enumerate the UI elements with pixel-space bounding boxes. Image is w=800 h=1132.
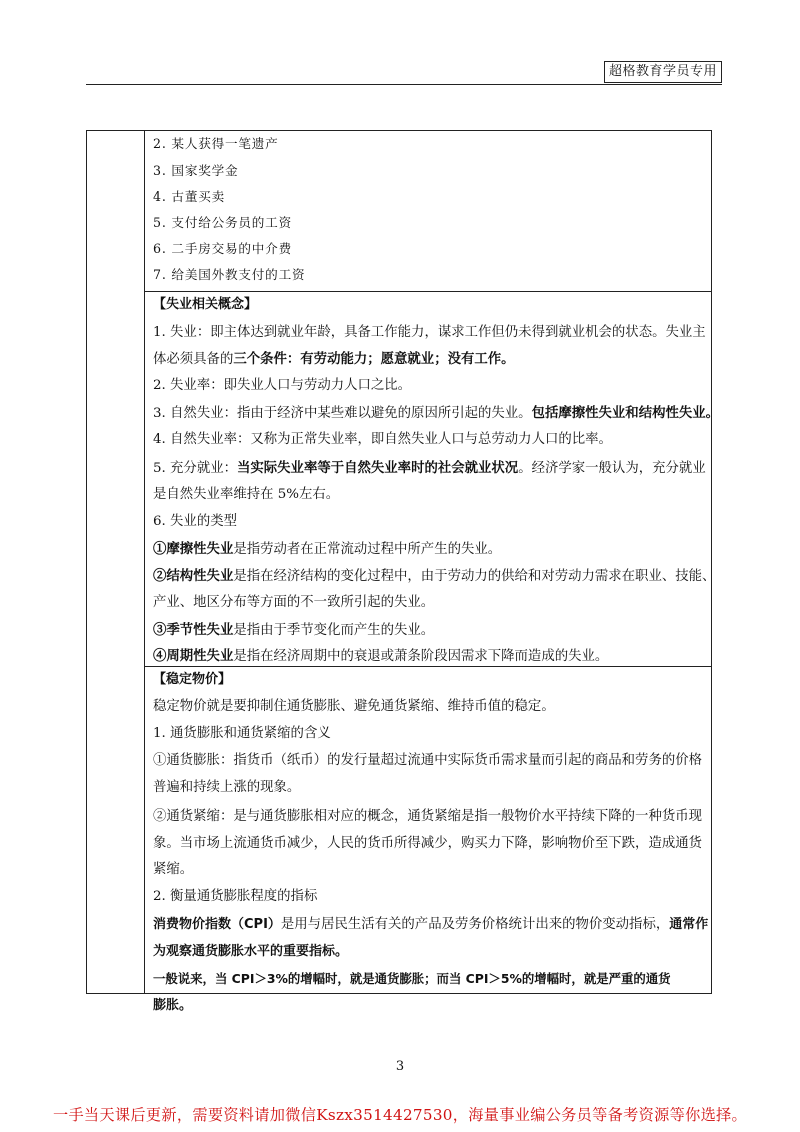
left-column bbox=[87, 131, 145, 993]
bold-span: ①摩擦性失业 bbox=[153, 541, 234, 557]
text-span: 是指在经济周期中的衰退或萧条阶段因需求下降而造成的失业。 bbox=[233, 649, 609, 664]
paragraph-line: 象。当市场上流通货币减少，人民的货币所得减少，购买力下降，影响物价至下跌，造成通货 bbox=[153, 836, 703, 851]
paragraph-line: 一般说来，当 CPI＞3%的增幅时，就是通货膨胀；而当 CPI＞5%的增幅时，就是严重的通货 bbox=[153, 971, 671, 986]
list-item: 2. 某人获得一笔遗产 bbox=[153, 136, 279, 151]
examples-section bbox=[145, 131, 711, 292]
text-span: 5. 充分就业： bbox=[153, 461, 237, 476]
text-span: 是指由于季节变化而产生的失业。 bbox=[233, 623, 435, 638]
paragraph-line: 1. 失业：即主体达到就业年龄，具备工作能力，谋求工作但仍未得到就业机会的状态。失业主 bbox=[153, 325, 706, 340]
text-span: 。经济学家一般认为，充分就业 bbox=[518, 461, 706, 476]
paragraph-line: 6. 失业的类型 bbox=[153, 514, 237, 529]
list-item: 5. 支付给公务员的工资 bbox=[153, 215, 292, 230]
exclusive-use-stamp: 超格教育学员专用 bbox=[604, 61, 722, 83]
bold-span: 三个条件：有劳动能力；愿意就业；没有工作。 bbox=[233, 351, 515, 367]
footer-notice: 一手当天课后更新，需要资料请加微信Kszx3514427530，海量事业编公务员等备考资源等你选择。 bbox=[52, 1106, 748, 1124]
paragraph-line bbox=[153, 539, 703, 560]
paragraph-line: 为观察通货膨胀水平的重要指标。 bbox=[153, 944, 349, 959]
text-span: 是用与居民生活有关的产品及劳务价格统计出来的物价变动指标， bbox=[280, 917, 670, 932]
paragraph-line: 是自然失业率维持在 5%左右。 bbox=[153, 487, 340, 502]
bold-span: 当实际失业率等于自然失业率时的社会就业状况 bbox=[237, 460, 519, 476]
paragraph-line: 膨胀。 bbox=[153, 998, 193, 1013]
bold-span: 包括摩擦性失业和结构性失业。 bbox=[531, 405, 720, 421]
bold-span: 消费物价指数（CPI） bbox=[153, 917, 281, 932]
paragraph-line: 产业、地区分布等方面的不一致所引起的失业。 bbox=[153, 595, 435, 610]
paragraph-line: 1. 通货膨胀和通货紧缩的含义 bbox=[153, 726, 331, 741]
paragraph-line bbox=[153, 349, 703, 370]
paragraph-line: 4. 自然失业率：又称为正常失业率，即自然失业人口与总劳动力人口的比率。 bbox=[153, 432, 612, 447]
paragraph-line bbox=[153, 620, 703, 641]
text-span: 体必须具备的 bbox=[153, 352, 234, 367]
paragraph-line: 2. 失业率：即失业人口与劳动力人口之比。 bbox=[153, 378, 412, 393]
list-item: 7. 给美国外教支付的工资 bbox=[153, 267, 306, 282]
price-stability-section bbox=[145, 667, 711, 1013]
paragraph-line bbox=[153, 646, 703, 667]
section-heading: 【失业相关概念】 bbox=[153, 297, 258, 312]
bold-span: 通常作 bbox=[669, 917, 709, 932]
list-item: 4. 古董买卖 bbox=[153, 189, 225, 204]
paragraph-line bbox=[153, 915, 709, 935]
text-span: 是指在经济结构的变化过程中，由于劳动力的供给和对劳动力需求在职业、技能、 bbox=[233, 569, 716, 584]
paragraph-line bbox=[153, 403, 720, 424]
bold-span: ③季节性失业 bbox=[153, 622, 234, 638]
bold-span: ④周期性失业 bbox=[153, 648, 234, 664]
paragraph-line: 稳定物价就是要抑制住通货膨胀、避免通货紧缩、维持币值的稳定。 bbox=[153, 699, 555, 714]
content-table bbox=[86, 130, 720, 1013]
paragraph-line: 紧缩。 bbox=[153, 862, 194, 877]
paragraph-line: ①通货膨胀：指货币（纸币）的发行量超过流通中实际货币需求量而引起的商品和劳务的价格 bbox=[153, 753, 703, 768]
section-heading: 【稳定物价】 bbox=[153, 672, 232, 687]
unemployment-section bbox=[145, 292, 720, 667]
text-span: 3. 自然失业：指由于经济中某些难以避免的原因所引起的失业。 bbox=[153, 406, 532, 421]
paragraph-line bbox=[153, 566, 716, 587]
bold-span: ②结构性失业 bbox=[153, 568, 234, 584]
list-item: 6. 二手房交易的中介费 bbox=[153, 241, 292, 256]
text-span: 是指劳动者在正常流动过程中所产生的失业。 bbox=[233, 542, 502, 557]
paragraph-line bbox=[153, 458, 706, 479]
page-number: 3 bbox=[395, 1059, 405, 1074]
header-rule bbox=[86, 84, 722, 85]
paragraph-line: 普遍和持续上涨的现象。 bbox=[153, 780, 301, 795]
list-item: 3. 国家奖学金 bbox=[153, 163, 239, 178]
paragraph-line: 2. 衡量通货膨胀程度的指标 bbox=[153, 889, 318, 904]
paragraph-line: ②通货紧缩：是与通货膨胀相对应的概念，通货紧缩是指一般物价水平持续下降的一种货币现 bbox=[153, 809, 703, 824]
